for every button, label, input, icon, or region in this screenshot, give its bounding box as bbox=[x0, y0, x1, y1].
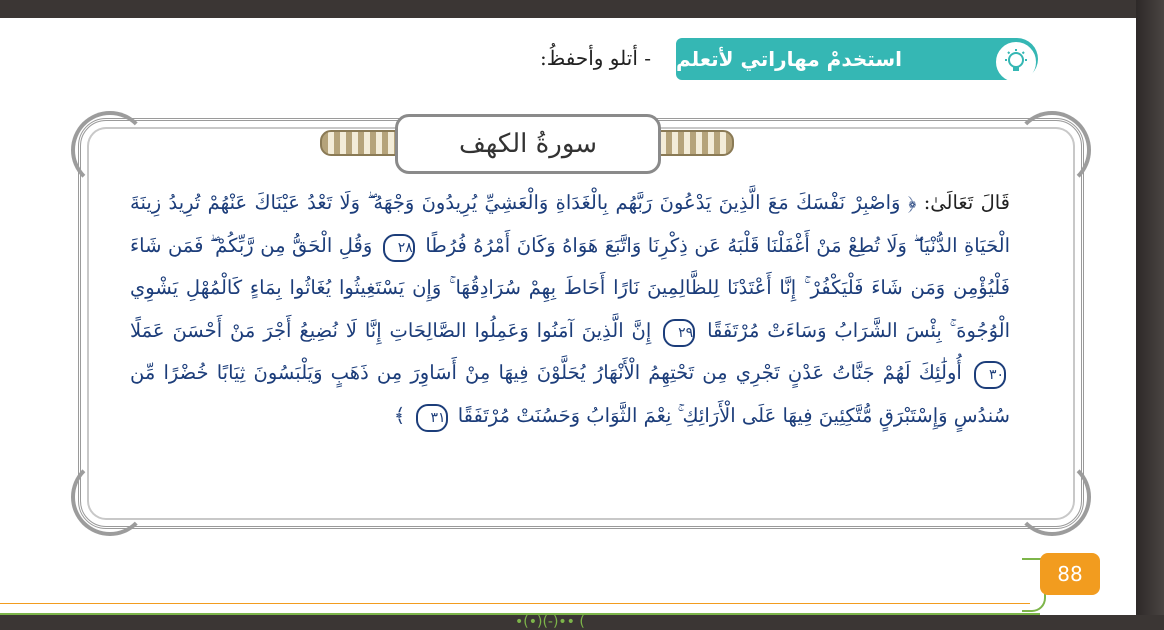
verse-intro: قَالَ تَعَالَىٰ: bbox=[923, 191, 1010, 214]
ayah-number: ٣١ bbox=[416, 404, 448, 432]
corner-ornament bbox=[1013, 458, 1091, 536]
open-bracket: ﴿ bbox=[907, 191, 917, 214]
verse-text: وَقُلِ الْحَقُّ مِن رَّبِّكُمْ ۖ فَمَن شَاءَ فَلْيُؤْمِن وَمَن شَاءَ فَلْيَكْفُرْ ۚ إِنَّا أَعْتَدْنَا لِلظَّالِمِينَ نَارًا أَحَاطَ بِهِمْ سُرَادِقُهَا ۚ وَإِن يَسْتَغِيثُوا يُغَاثُوا بِمَاءٍ كَالْمُهْلِ يَشْوِي الْوُجُوهَ ۚ بِئْسَ الشَّرَابُ وَسَاءَتْ مُرْتَفَقًا bbox=[130, 233, 1011, 342]
banner-label: استخدمْ مهاراتي لأتعلم bbox=[676, 47, 902, 71]
verse-text: أُولَٰئِكَ لَهُمْ جَنَّاتُ عَدْنٍ تَجْرِي مِن تَحْتِهِمُ الْأَنْهَارُ يُحَلَّوْنَ فِيهَا مِنْ أَسَاوِرَ مِن ذَهَبٍ وَيَلْبَسُونَ ثِيَابًا خُضْرًا مِّن سُندُسٍ وَإِسْتَبْرَقٍ مُّتَّكِئِينَ فِيهَا عَلَى الْأَرَائِكِ ۚ نِعْمَ الثَّوَابُ وَحَسُنَتْ مُرْتَفَقًا bbox=[130, 361, 1010, 427]
surah-title-box bbox=[395, 114, 661, 174]
close-bracket: ﴾ bbox=[393, 403, 406, 427]
book-edge bbox=[1136, 0, 1164, 615]
verse-text: إِنَّ الَّذِينَ آمَنُوا وَعَمِلُوا الصَّالِحَاتِ إِنَّا لَا نُضِيعُ أَجْرَ مَنْ أَحْسَنَ عَمَلًا bbox=[130, 318, 652, 342]
footer-ornament: •(•)(-)•• ( bbox=[515, 614, 585, 630]
skills-banner bbox=[676, 38, 1006, 80]
page-number: 88 bbox=[1040, 553, 1100, 595]
ayah-number: ٣٠ bbox=[974, 361, 1006, 389]
verse-text: وَاصْبِرْ نَفْسَكَ مَعَ الَّذِينَ يَدْعُونَ رَبَّهُم بِالْغَدَاةِ وَالْعَشِيِّ يُرِيدُونَ وَجْهَهُ ۖ وَلَا تَعْدُ عَيْنَاكَ عَنْهُمْ تُرِيدُ زِينَةَ الْحَيَاةِ الدُّنْيَا ۖ وَلَا تُطِعْ مَنْ أَغْفَلْنَا قَلْبَهُ عَن ذِكْرِنَا وَاتَّبَعَ هَوَاهُ وَكَانَ أَمْرُهُ فُرُطًا bbox=[130, 191, 1011, 257]
corner-ornament bbox=[1013, 111, 1091, 189]
corner-ornament bbox=[71, 111, 149, 189]
ayah-number: ٢٩ bbox=[663, 319, 695, 347]
corner-ornament bbox=[71, 458, 149, 536]
footer-divider bbox=[0, 603, 1030, 604]
book-page bbox=[0, 18, 1136, 630]
surah-title: سورةُ الكهف bbox=[458, 129, 598, 159]
quran-verses bbox=[130, 182, 1010, 437]
lightbulb-icon bbox=[996, 42, 1036, 82]
instruction-text: - أتلو وأحفظُ: bbox=[540, 46, 651, 70]
ayah-number: ٢٨ bbox=[383, 234, 415, 262]
